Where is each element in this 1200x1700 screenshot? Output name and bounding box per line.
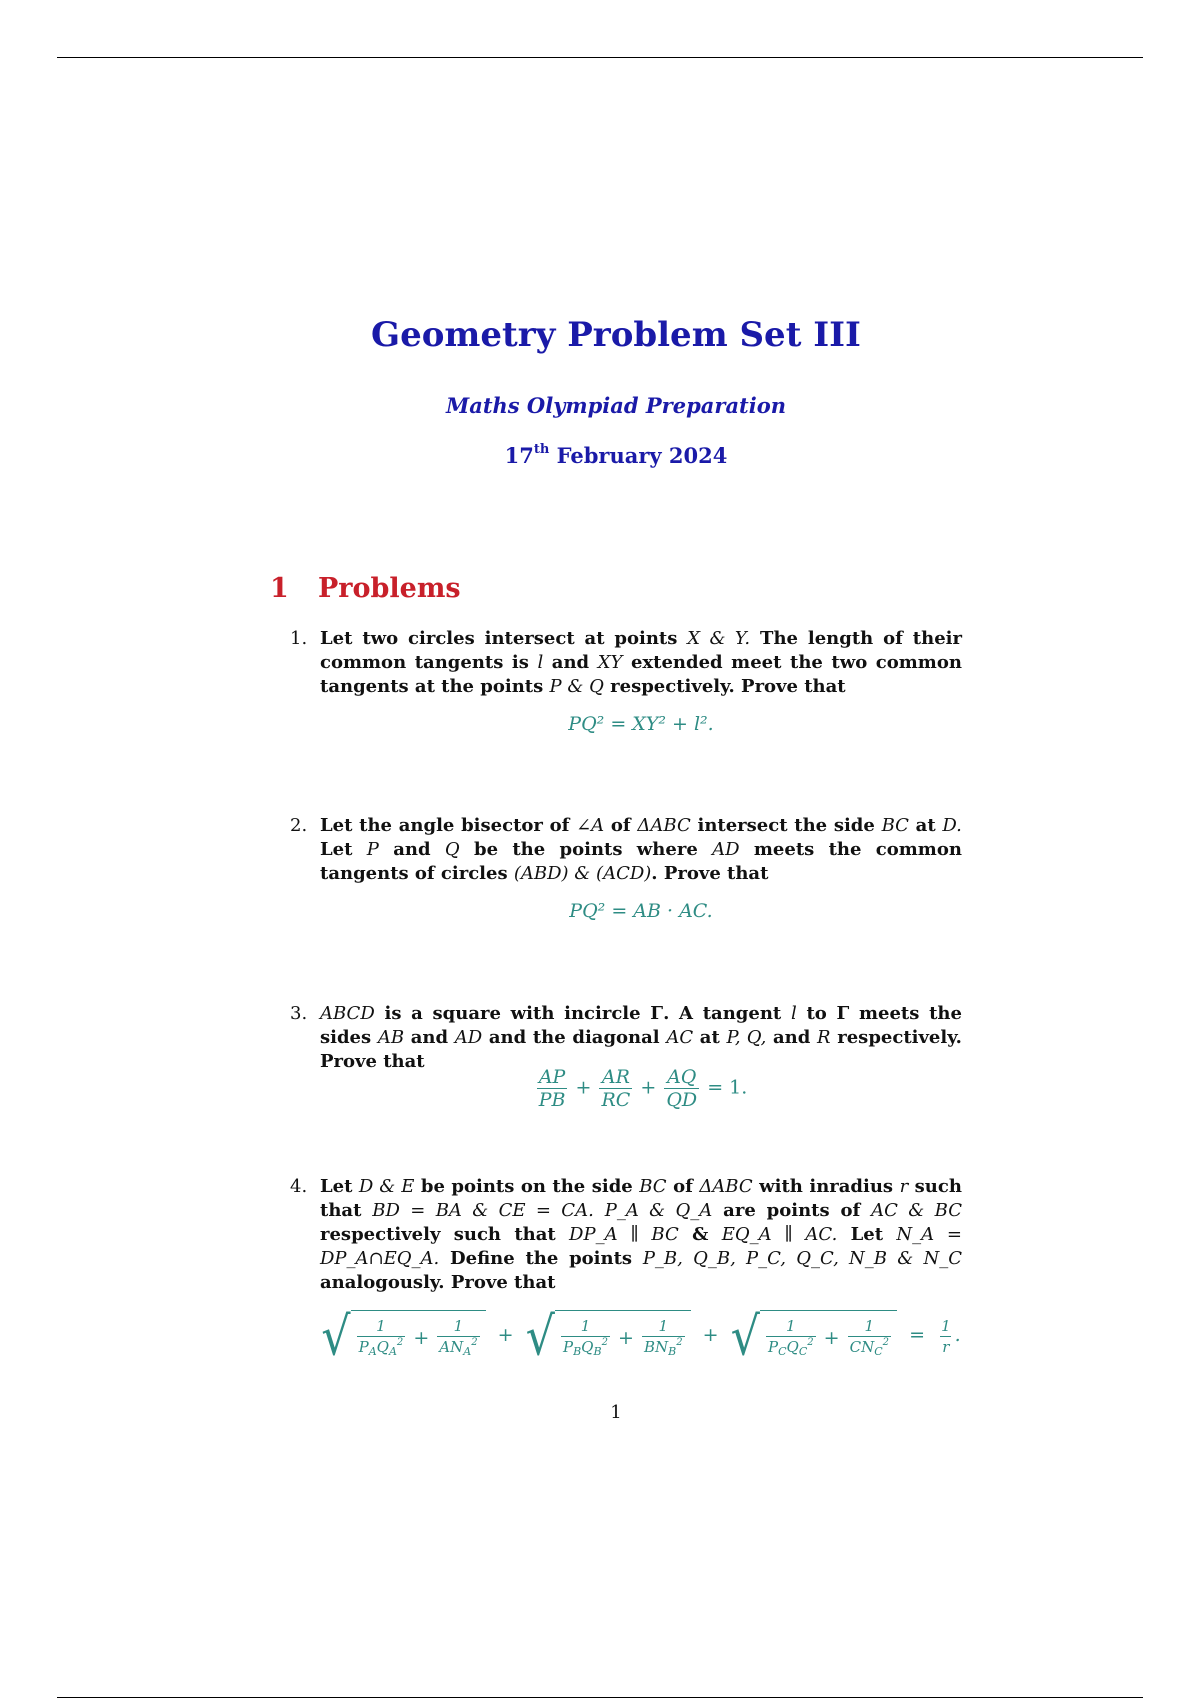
problem-4: [290, 1175, 962, 1295]
problem-text: Let two circles intersect at points X & Y. The length of their common tangents is l and XY extended meet the two common tangents at the points P & Q respectively. Prove that: [320, 628, 962, 697]
problem-number: 3.: [290, 1003, 308, 1024]
date-suffix: th: [533, 442, 550, 457]
problem-number: 2.: [290, 815, 308, 836]
problem-number: 1.: [290, 628, 308, 649]
bottom-rule: [57, 1697, 1143, 1698]
document-title: Geometry Problem Set III: [371, 315, 861, 355]
fraction: $\frac{AQ}{QD}$: [666, 1066, 698, 1111]
problem-text: Let D & E be points on the side BC of ΔABC with inradius r such that BD = BA & CE = CA. P_A & Q_A are points of AC & BC respectively such that DP_A ∥ BC & EQ_A ∥ AC. Let N_A = DP_A∩EQ_A. Define the points P_B, Q_B, P_C, Q_C, N_B & N_C analogously. Prove that: [320, 1176, 962, 1293]
problem-1: [290, 627, 962, 699]
sqrt-term-a: √ $\frac{1}{P_AQ_A^2}$ + $\frac{1}{AN_A^2}$: [321, 1310, 485, 1362]
problem-1-equation: PQ² = XY² + l².: [568, 713, 714, 735]
top-rule: [57, 57, 1143, 58]
problem-3-equation: $\frac{AP}{PB}$ + $\frac{AR}{RC}$ + $\frac{AQ}{QD}$ = 1.: [538, 1066, 748, 1111]
section-heading: [270, 573, 461, 604]
problem-2: [290, 814, 962, 886]
document-date: [0, 443, 1200, 468]
section-title: Problems: [318, 573, 461, 604]
problem-4-equation: √ $\frac{1}{P_AQ_A^2}$ + $\frac{1}{AN_A^2}$ + √ $\frac{1}{P_BQ_B^2}$ + $\frac{1}{BN_B^2}$ + √ $\frac{1}{P_CQ_C^2}$ + $\frac{1}{CN_C^2}$ = $\frac{1}{r}$ .: [321, 1304, 961, 1368]
problem-text: ABCD is a square with incircle Γ. A tangent l to Γ meets the sides AB and AD and the diagonal AC at P, Q, and R respectively. Prove that: [320, 1003, 962, 1072]
sqrt-term-b: √ $\frac{1}{P_BQ_B^2}$ + $\frac{1}{BN_B^2}$: [526, 1310, 691, 1362]
page-number: 1: [610, 1402, 622, 1423]
fraction: $\frac{AR}{RC}$: [601, 1066, 631, 1111]
rhs-fraction: $\frac{1}{r}$: [941, 1316, 951, 1356]
date-rest: February 2024: [556, 443, 728, 468]
problem-text: Let the angle bisector of ∠A of ΔABC intersect the side BC at D. Let P and Q be the points where AD meets the common tangents of circles (ABD) & (ACD). Prove that: [320, 815, 962, 884]
problem-3: [290, 1002, 962, 1074]
section-number: 1: [270, 573, 289, 604]
document-subtitle: Maths Olympiad Preparation: [445, 393, 787, 418]
problem-2-equation: PQ² = AB · AC.: [569, 900, 713, 922]
date-day: 17: [504, 443, 534, 468]
fraction: $\frac{AP}{PB}$: [538, 1066, 566, 1111]
sqrt-term-c: √ $\frac{1}{P_CQ_C^2}$ + $\frac{1}{CN_C^2}$: [731, 1310, 897, 1362]
problem-number: 4.: [290, 1176, 308, 1197]
